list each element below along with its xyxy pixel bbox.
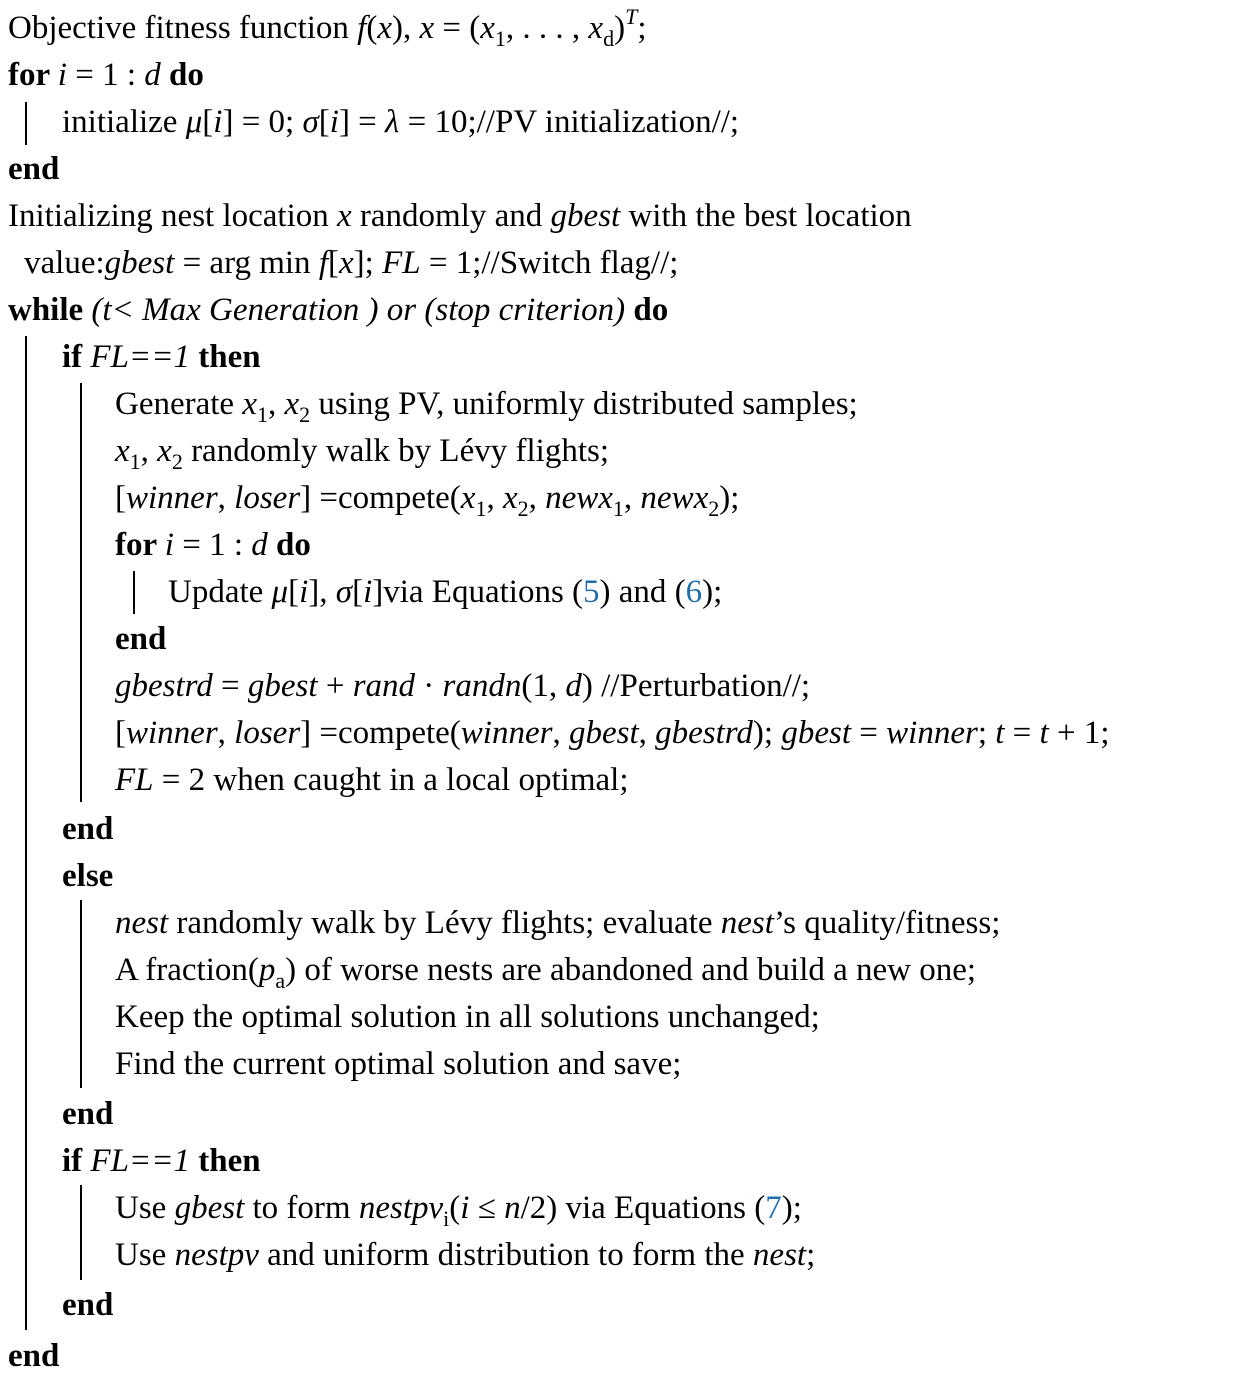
math-symbol: 1 [129,449,141,474]
text-run: ) of worse nests are abandoned and build a new one; [285,952,977,988]
math-symbol: gbestrd [655,715,753,751]
text-run: ), [392,10,420,46]
block-indent-bar [25,102,27,145]
text-run: = [212,668,248,704]
text-run: randomly walk by Lévy flights; [182,433,609,469]
math-symbol: rand [352,668,416,704]
math-symbol: i [443,1206,450,1231]
text-run: , [486,480,503,516]
block-indent-bar [25,336,27,1330]
keyword: then [189,339,261,375]
text-run: ( [449,1190,461,1226]
math-symbol: a [275,968,286,993]
algorithm-line [8,196,912,236]
math-symbol: 1 [256,402,268,427]
math-symbol: d [251,527,268,563]
text-run: Use [115,1190,175,1226]
algorithm-line [62,1094,113,1134]
keyword: else [62,858,114,894]
keyword: end [8,151,60,187]
text-run: Generate [115,386,243,422]
keyword: end [62,1096,114,1132]
text-run: Initializing nest location [8,198,338,234]
text-run: ]via Equations ( [372,574,584,610]
math-symbol: d [144,57,161,93]
math-symbol: x [157,433,172,469]
text-run: = 1;//Switch flag//; [420,245,679,281]
algorithm-line [168,572,722,612]
text-run: ); [719,480,740,516]
math-symbol: nest [115,905,169,941]
keyword: end [62,1287,114,1323]
algorithm-line [8,149,59,189]
text-run: ; [637,10,647,46]
math-symbol: 2 [708,496,720,521]
keyword: if [62,1143,91,1179]
text-run: ] =compete( [300,480,461,516]
text-run: + 1; [1048,715,1110,751]
math-symbol: x [588,10,604,46]
math-symbol: 1 [612,496,624,521]
math-symbol: x [460,480,476,516]
math-symbol: f [318,245,328,281]
algorithm-line [115,431,609,474]
algorithm-line [115,713,1109,753]
text-run: [ [352,574,364,610]
math-symbol: σ [302,104,319,140]
text-run: = ( [434,10,481,46]
equation-reference-link[interactable]: 6 [685,574,703,610]
math-symbol: randn [442,668,522,704]
text-run: Objective fitness function [8,10,358,46]
math-symbol: μ [271,574,289,610]
block-indent-bar [80,1185,82,1280]
block-indent-bar [80,383,82,802]
algorithm-line [115,478,740,521]
text-run: = 10;//PV initialization//; [399,104,740,140]
math-symbol: x [284,386,300,422]
math-symbol: gbest [550,198,621,234]
equation-reference-link[interactable]: 5 [583,574,600,610]
math-symbol: d [565,668,582,704]
text-run: = [1004,715,1040,751]
math-symbol: newx [640,480,709,516]
text-run: [ [115,480,126,516]
text-run: , [217,480,235,516]
math-symbol: nestpv [174,1237,259,1273]
math-symbol: nest [720,905,774,941]
text-run: ( [366,10,378,46]
math-symbol: i [329,104,339,140]
algorithm-line [62,1285,113,1325]
text-run: ) //Perturbation//; [581,668,811,704]
text-run: , [638,715,656,751]
block-indent-bar [80,900,82,1088]
text-run: , . . . , [505,10,589,46]
algorithm-line [62,102,739,142]
math-symbol: 2 [517,496,529,521]
math-symbol: winner [460,715,553,751]
algorithm-line [115,619,166,659]
math-symbol: nestpv [358,1190,444,1226]
algorithm-line [115,1044,681,1084]
math-symbol: i [57,57,67,93]
text-run: , [528,480,546,516]
algorithm-line [115,525,311,565]
text-run: ]; [353,245,383,281]
math-symbol: x [502,480,518,516]
text-run: ; [977,715,996,751]
math-symbol: FL==1 [90,1143,190,1179]
algorithm-line [62,856,113,896]
text-run: Update [168,574,272,610]
math-symbol: x [337,198,352,234]
math-symbol: i [363,574,373,610]
math-symbol: 1 [494,26,506,51]
text-run: = 1 : [66,57,145,93]
math-symbol: newx [545,480,613,516]
algorithm-line [62,1141,261,1181]
text-run: initialize [62,104,186,140]
text-run: [ [318,104,330,140]
math-symbol: nest [752,1237,807,1273]
text-run: ≤ [469,1190,505,1226]
text-run: [ [202,104,214,140]
math-symbol: winner [886,715,978,751]
keyword: do [267,527,311,563]
math-symbol: x [480,10,495,46]
text-run: A fraction( [115,952,259,988]
algorithm-line [115,1188,802,1231]
math-symbol: p [258,952,276,988]
algorithm-line [8,4,647,51]
text-run: Find the current optimal solution and save; [115,1046,682,1082]
math-symbol: x [377,10,392,46]
math-symbol: i [213,104,223,140]
keyword: then [189,1143,261,1179]
keyword: end [62,811,114,847]
text-run: , [267,386,285,422]
algorithm-line [8,290,668,330]
math-symbol: gbest [781,715,852,751]
math-symbol: f [357,10,367,46]
text-run: ] =compete( [300,715,461,751]
algorithm-line [115,903,1000,943]
math-symbol: t [1039,715,1049,751]
text-run: = 1 : [173,527,252,563]
text-run: to form [244,1190,359,1226]
keyword: end [115,621,167,657]
algorithm-line [62,809,113,849]
math-symbol: μ [185,104,203,140]
text-run: with the best location [620,198,912,234]
math-symbol: (t< Max Generation ) or (stop criterion) [91,292,626,328]
text-run: ); [781,1190,802,1226]
algorithm-line [115,760,629,800]
keyword: do [625,292,669,328]
keyword: for [8,57,58,93]
block-indent-bar [133,571,135,614]
math-symbol: gbest [568,715,639,751]
text-run: = 2 when caught in a local optimal; [153,762,629,798]
math-symbol: i [299,574,309,610]
text-run: ) and ( [599,574,686,610]
math-symbol: FL [382,245,421,281]
text-run: (1, [521,668,566,704]
math-symbol: t [995,715,1005,751]
math-symbol: winner [126,715,218,751]
algorithm-line [115,997,820,1037]
text-run: randomly walk by Lévy flights; evaluate [168,905,721,941]
text-run: ] = [338,104,386,140]
algorithm-line [8,55,204,95]
math-symbol: gbest [104,245,175,281]
math-symbol: loser [234,480,301,516]
text-run: , [217,715,235,751]
math-symbol: i [164,527,174,563]
algorithm-line [24,243,678,283]
text-run: /2) via Equations ( [520,1190,766,1226]
keyword: for [115,527,165,563]
text-run: ); [702,574,723,610]
text-run: [ [115,715,126,751]
math-symbol: gbest [174,1190,245,1226]
math-symbol: FL==1 [90,339,190,375]
algorithm-line [115,950,977,993]
math-symbol: T [625,4,638,29]
math-symbol: winner [126,480,218,516]
algorithm-line [115,1235,815,1275]
text-run: , [140,433,158,469]
text-run: , [552,715,569,751]
text-run: ’s quality/fitness; [773,905,1001,941]
text-run: = arg min [174,245,319,281]
keyword: if [62,339,91,375]
math-symbol: x [419,10,435,46]
math-symbol: FL [115,762,154,798]
text-run: Keep the optimal solution in all solutions unchanged; [115,999,820,1035]
text-run: = [851,715,887,751]
keyword: do [160,57,204,93]
text-run: using PV, uniformly distributed samples; [310,386,858,422]
math-symbol: λ [385,104,400,140]
text-run: [ [327,245,339,281]
algorithm-line [62,337,261,377]
math-symbol: x [242,386,257,422]
text-run: ) [614,10,626,46]
text-run: Use [115,1237,175,1273]
math-symbol: 2 [171,449,183,474]
keyword: end [8,1338,60,1374]
text-run: value: [24,245,105,281]
math-symbol: 2 [299,402,311,427]
math-symbol: gbest [247,668,318,704]
math-symbol: n [504,1190,521,1226]
text-run: ; [806,1237,816,1273]
math-symbol: x [115,433,130,469]
text-run: , [623,480,641,516]
math-symbol: x [338,245,354,281]
math-symbol: d [603,26,615,51]
math-symbol: gbestrd [115,668,213,704]
text-run: ] = 0; [222,104,303,140]
text-run: ); [752,715,782,751]
math-symbol: i [460,1190,470,1226]
algorithm-line [115,384,858,427]
algorithm-line [115,666,810,706]
text-run: randomly and [351,198,551,234]
text-run: · [415,668,443,704]
text-run: ], [308,574,336,610]
math-symbol: 1 [475,496,487,521]
math-symbol: loser [234,715,301,751]
text-run: + [317,668,353,704]
equation-reference-link[interactable]: 7 [765,1190,782,1226]
text-run: [ [288,574,300,610]
text-run: and uniform distribution to form the [258,1237,753,1273]
math-symbol: σ [335,574,353,610]
algorithm-line [8,1336,59,1376]
keyword: while [8,292,92,328]
